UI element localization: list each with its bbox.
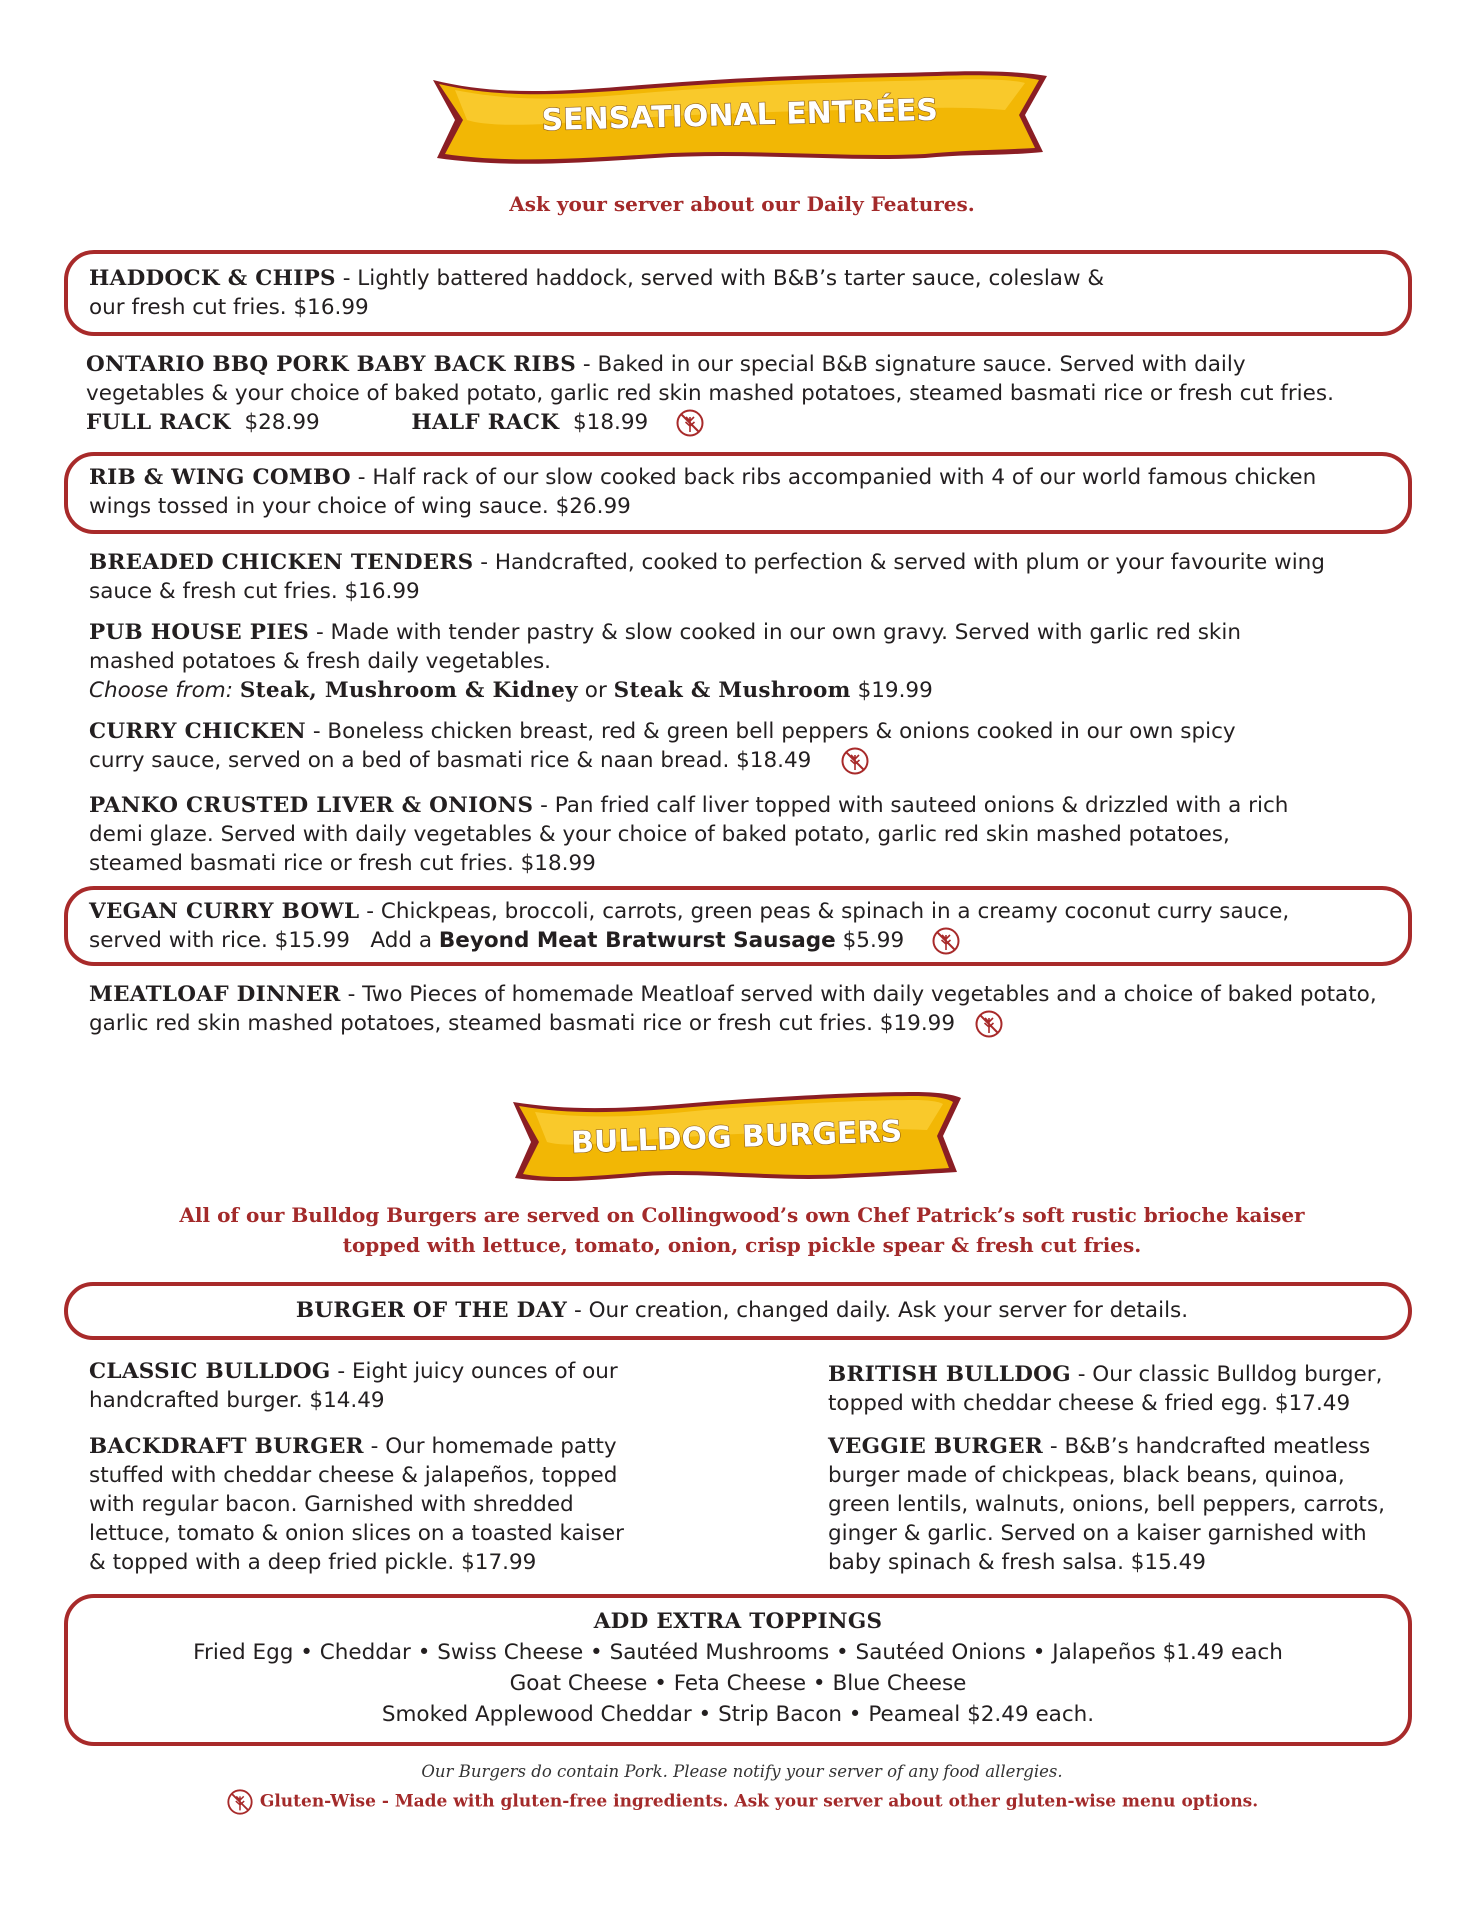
gluten-free-icon xyxy=(226,1788,254,1816)
gluten-free-icon xyxy=(974,1009,1004,1039)
menu-item-curry: CURRY CHICKEN - Boneless chicken breast, red & green bell peppers & onions cooked in our own spicy curry sauce, served on a bed of basmati rice & naan bread. $18.49 xyxy=(89,717,1236,776)
item-name: CLASSIC BULLDOG xyxy=(89,1359,331,1384)
menu-item-liver: PANKO CRUSTED LIVER & ONIONS - Pan fried calf liver topped with sauteed onions & drizzled with a rich demi glaze. Served with daily vegetables & your choice of baked potato, garlic red skin mashed potatoes, steamed basmati rice or fresh cut fries. $18.99 xyxy=(89,793,1289,876)
menu-item-backdraft: BACKDRAFT BURGER - Our homemade patty stuffed with cheddar cheese & jalapeños, topped with regular bacon. Garnished with shredded lettuce, tomato & onion slices on a toasted kaiser & topped with a deep fried pickle. $17.99 xyxy=(89,1434,624,1575)
menu-item-meatloaf: MEATLOAF DINNER - Two Pieces of homemade Meatloaf served with daily vegetables and a choice of baked potato, garlic red skin mashed potatoes, steamed basmati rice or fresh cut fries. $19.99 xyxy=(89,980,1377,1039)
gluten-free-icon xyxy=(931,926,961,956)
menu-item-burger-of-day: BURGER OF THE DAY - Our creation, changed daily. Ask your server for details. xyxy=(295,1298,1189,1323)
menu-item-british: BRITISH BULLDOG - Our classic Bulldog burger, topped with cheddar cheese & fried egg. $17.49 xyxy=(828,1362,1383,1416)
menu-item-tenders: BREADED CHICKEN TENDERS - Handcrafted, cooked to perfection & served with plum or your favourite wing sauce & fresh cut fries. $16.99 xyxy=(89,550,1325,604)
menu-item-vegan: VEGAN CURRY BOWL - Chickpeas, broccoli, carrots, green peas & spinach in a creamy coconut curry sauce, served with rice. $15.99 Add a Beyond Meat Bratwurst Sausage $5.99 xyxy=(89,897,1289,956)
item-name: HADDOCK & CHIPS xyxy=(89,266,336,291)
daily-features-note: Ask your server about our Daily Features. xyxy=(509,192,975,216)
item-name: VEGGIE BURGER xyxy=(828,1434,1044,1459)
burgers-banner xyxy=(505,1090,965,1185)
gluten-free-icon xyxy=(675,408,705,438)
item-name: BRITISH BULLDOG xyxy=(828,1362,1071,1387)
full-rack-price: $28.99 xyxy=(244,410,320,435)
menu-item-pies: PUB HOUSE PIES - Made with tender pastry & slow cooked in our own gravy. Served with garlic red skin mashed potatoes & fresh daily vegetables. Choose from: Steak, Mushroom & Kidney or Steak & Mushroom $19.99 xyxy=(89,620,1241,703)
toppings-title: ADD EXTRA TOPPINGS xyxy=(593,1609,883,1634)
menu-item-classic: CLASSIC BULLDOG - Eight juicy ounces of our handcrafted burger. $14.49 xyxy=(89,1359,618,1413)
item-name: RIB & WING COMBO xyxy=(89,465,351,490)
burgers-banner-title: BULLDOG BURGERS xyxy=(570,1114,903,1161)
item-name: BURGER OF THE DAY xyxy=(295,1298,568,1323)
half-rack-price: $18.99 xyxy=(572,410,649,435)
full-rack-label: FULL RACK xyxy=(86,410,231,435)
menu-item-combo: RIB & WING COMBO - Half rack of our slow cooked back ribs accompanied with 4 of our world famous chicken wings tossed in your choice of wing sauce. $26.99 xyxy=(89,465,1317,519)
item-name: CURRY CHICKEN xyxy=(89,719,306,744)
item-name: ONTARIO BBQ PORK BABY BACK RIBS xyxy=(86,352,577,377)
allergy-note: Our Burgers do contain Pork. Please notify your server of any food allergies. xyxy=(421,1762,1063,1781)
toppings-section: ADD EXTRA TOPPINGS Fried Egg • Cheddar • Swiss Cheese • Sautéed Mushrooms • Sautéed Onions • Jalapeños $1.49 each Goat Cheese • Feta Cheese • Blue Cheese Smoked Applewood Cheddar • Strip Bacon • Peameal $2.49 each. xyxy=(193,1609,1283,1727)
item-name: PANKO CRUSTED LIVER & ONIONS xyxy=(89,793,534,818)
item-name: MEATLOAF DINNER xyxy=(89,982,341,1007)
item-name: PUB HOUSE PIES xyxy=(89,620,310,645)
menu-item-veggie: VEGGIE BURGER - B&B’s handcrafted meatless burger made of chickpeas, black beans, quinoa, green lentils, walnuts, onions, bell peppers, carrots, ginger & garlic. Served on a kaiser garnished with baby spinach & fresh salsa. $15.49 xyxy=(828,1434,1385,1575)
entrees-banner-title: SENSATIONAL ENTRÉES xyxy=(541,92,939,139)
menu-item-ribs: ONTARIO BBQ PORK BABY BACK RIBS - Baked in our special B&B signature sauce. Served with daily vegetables & your choice of baked potato, garlic red skin mashed potatoes, steamed basmati rice or fresh cut fries. FULL RACK $28.99 HALF RACK $18.99 xyxy=(86,350,1334,438)
gluten-wise-legend: Gluten-Wise - Made with gluten-free ingredients. Ask your server about other gluten-wise menu options. xyxy=(0,1788,1484,1816)
item-name: BREADED CHICKEN TENDERS xyxy=(89,550,474,575)
gluten-free-icon xyxy=(840,746,870,776)
menu-item-haddock: HADDOCK & CHIPS - Lightly battered haddock, served with B&B’s tarter sauce, coleslaw & our fresh cut fries. $16.99 xyxy=(89,266,1105,320)
item-name: VEGAN CURRY BOWL xyxy=(89,899,360,924)
burgers-intro: All of our Bulldog Burgers are served on Collingwood’s own Chef Patrick’s soft rustic brioche kaiser topped with lettuce, tomato, onion, crisp pickle spear & fresh cut fries. xyxy=(179,1203,1305,1257)
item-name: BACKDRAFT BURGER xyxy=(89,1434,364,1459)
entrees-banner xyxy=(425,70,1055,165)
half-rack-label: HALF RACK xyxy=(411,410,560,435)
